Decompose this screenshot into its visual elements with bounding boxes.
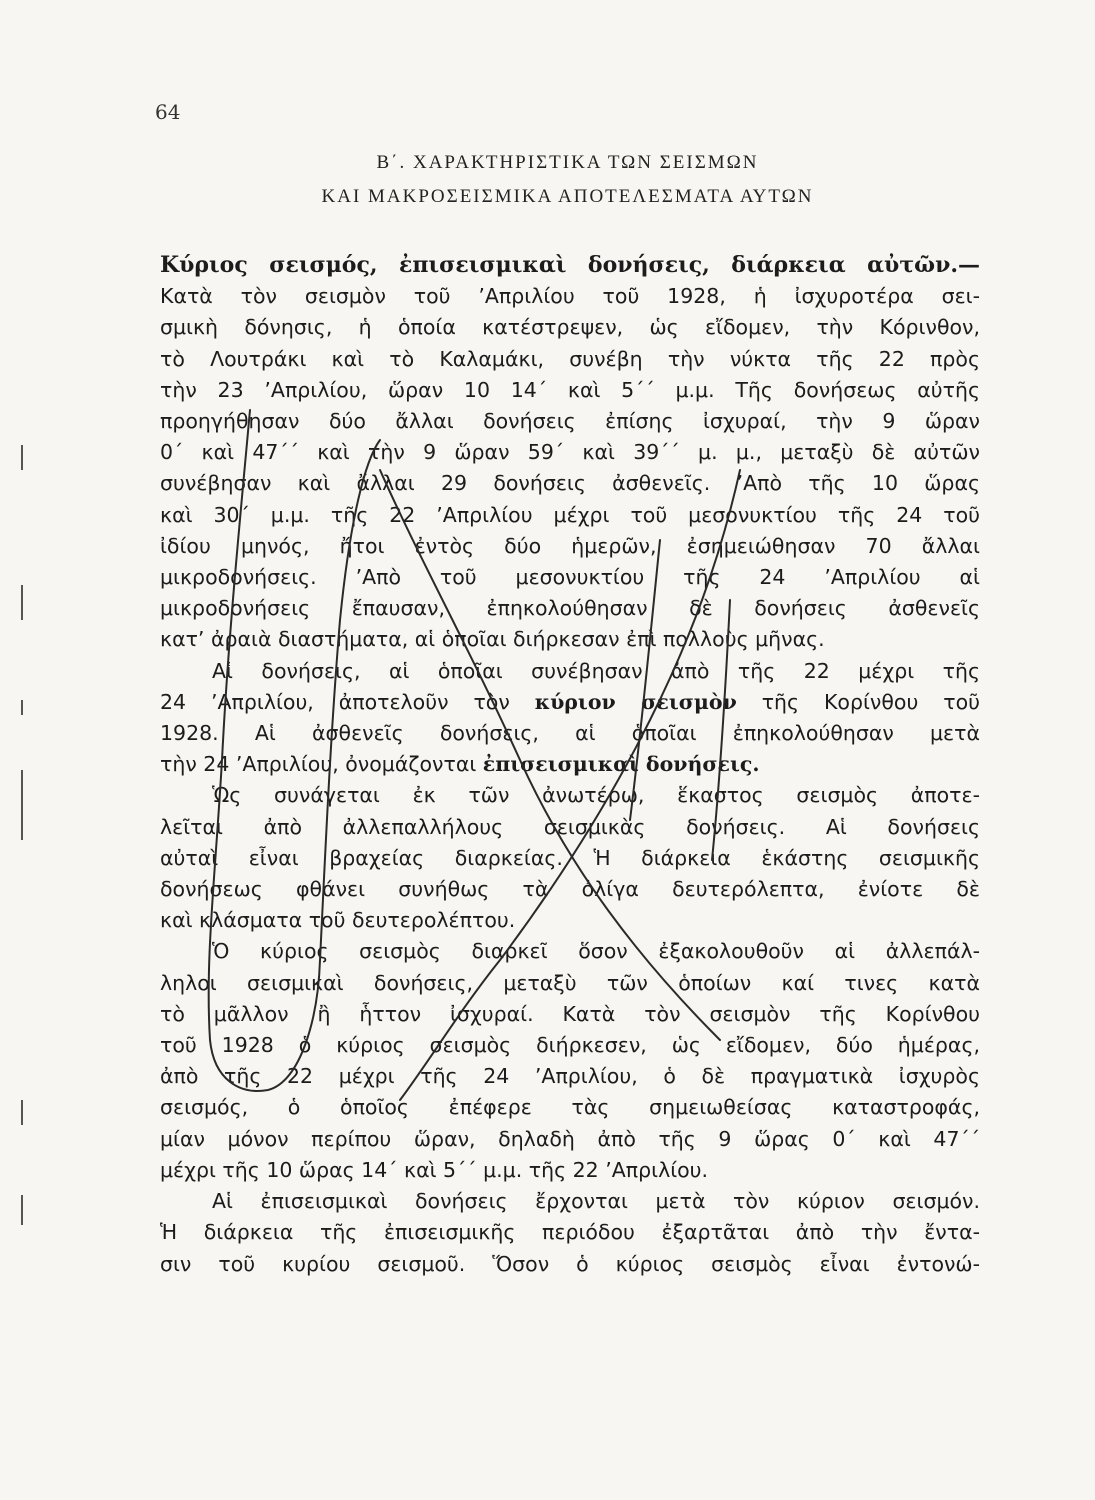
text-line: τοῦ 1928 ὁ κύριος σεισμὸς διήρκεσεν, ὡς εἴδομεν, δύο ἡμέρας, — [160, 1033, 980, 1058]
page-number: 64 — [155, 100, 181, 124]
text-line: Ὡς συνάγεται ἐκ τῶν ἀνωτέρω, ἕκαστος σεισμὸς ἀποτε- — [212, 783, 980, 808]
text-line: ἀπὸ τῆς 22 μέχρι τῆς 24 ’Απριλίου, ὁ δὲ πραγματικὰ ἰσχυρὸς — [160, 1064, 980, 1089]
text-line: προηγήθησαν δύο ἄλλαι δονήσεις ἐπίσης ἰσχυραί, τὴν 9 ὥραν — [160, 409, 980, 434]
text-line: 0΄ καὶ 47΄΄ καὶ τὴν 9 ὥραν 59΄ καὶ 39΄΄ μ. μ., μεταξὺ δὲ αὐτῶν — [160, 440, 980, 465]
text-line: ληλοι σεισμικαὶ δονήσεις, μεταξὺ τῶν ὁποίων καί τινες κατὰ — [160, 970, 980, 995]
text-line: τὸ Λουτράκι καὶ τὸ Καλαμάκι, συνέβη τὴν νύκτα τῆς 22 πρὸς — [160, 346, 980, 371]
text-fragment: τῆς Κορίνθου τοῦ — [736, 689, 980, 714]
chapter-heading-line-1: Β΄. ΧΑΡΑΚΤΗΡΙΣΤΙΚΑ ΤΩΝ ΣΕΙΣΜΩΝ — [376, 152, 759, 173]
text-line — [160, 749, 980, 780]
text-line: λεῖται ἀπὸ ἀλλεπαλλήλους σεισμικὰς δονήσεις. Αἱ δονήσεις — [160, 814, 980, 839]
text-line: σμικὴ δόνησις, ἡ ὁποία κατέστρεψεν, ὡς εἴδομεν, τὴν Κόρινθον, — [160, 315, 980, 340]
text-line: Αἱ ἐπισεισμικαὶ δονήσεις ἔρχονται μετὰ τὸν κύριον σεισμόν. — [212, 1189, 980, 1214]
text-fragment: 24 ’Απριλίου, ἀποτελοῦν τὸν — [160, 689, 535, 714]
text-fragment: τὴν 24 ’Απριλίου, ὀνομάζονται — [160, 752, 483, 777]
text-line: σιν τοῦ κυρίου σεισμοῦ. Ὅσον ὁ κύριος σεισμὸς εἶναι ἐντονώ- — [160, 1251, 980, 1276]
chapter-heading-line-2: ΚΑΙ ΜΑΚΡΟΣΕΙΣΜΙΚΑ ΑΠΟΤΕΛΕΣΜΑΤΑ ΑΥΤΩΝ — [321, 186, 814, 207]
text-line: σεισμός, ὁ ὁποῖος ἐπέφερε τὰς σημειωθείσας καταστροφάς, — [160, 1095, 980, 1120]
text-line: Ἡ διάρκεια τῆς ἐπισεισμικῆς περιόδου ἐξαρτᾶται ἀπὸ τὴν ἔντα- — [160, 1220, 980, 1245]
text-line: κατ’ ἀραιὰ διαστήματα, αἱ ὁποῖαι διήρκεσαν ἐπὶ πολλοὺς μῆνας. — [160, 627, 825, 652]
text-line: μίαν μόνον περίπου ὥραν, δηλαδὴ ἀπὸ τῆς 9 ὥρας 0΄ καὶ 47΄΄ — [160, 1126, 980, 1151]
text-line — [160, 687, 980, 718]
text-line: τὸ μᾶλλον ἢ ἧττον ἰσχυραί. Κατὰ τὸν σεισμὸν τῆς Κορίνθου — [160, 1001, 980, 1026]
section-title: Κύριος σεισμός, ἐπισεισμικαὶ δονήσεις, διάρκεια αὐτῶν.— — [160, 252, 980, 278]
text-line: δονήσεως φθάνει συνήθως τὰ ὀλίγα δευτερόλεπτα, ἐνίοτε δὲ — [160, 877, 980, 902]
text-line: καὶ 30΄ μ.μ. τῆς 22 ’Απριλίου μέχρι τοῦ μεσονυκτίου τῆς 24 τοῦ — [160, 502, 980, 527]
text-line: Αἱ δονήσεις, αἱ ὁποῖαι συνέβησαν ἀπὸ τῆς 22 μέχρι τῆς — [212, 658, 980, 683]
text-line: καὶ κλάσματα τοῦ δευτερολέπτου. — [160, 908, 516, 933]
text-line: τὴν 23 ’Απριλίου, ὥραν 10 14΄ καὶ 5΄΄ μ.μ. Τῆς δονήσεως αὐτῆς — [160, 377, 980, 402]
text-line: ἰδίου μηνός, ἤτοι ἐντὸς δύο ἡμερῶν, ἐσημειώθησαν 70 ἄλλαι — [160, 533, 980, 558]
text-line: 1928. Αἱ ἀσθενεῖς δονήσεις, αἱ ὁποῖαι ἐπηκολούθησαν μετὰ — [160, 721, 980, 746]
text-line: συνέβησαν καὶ ἄλλαι 29 δονήσεις ἀσθενεῖς. ’Απὸ τῆς 10 ὥρας — [160, 471, 980, 496]
text-line: μέχρι τῆς 10 ὥρας 14΄ καὶ 5΄΄ μ.μ. τῆς 22 ’Απριλίου. — [160, 1157, 709, 1182]
text-line: μικροδονήσεις ἔπαυσαν, ἐπηκολούθησαν δὲ δονήσεις ἀσθενεῖς — [160, 596, 980, 621]
bold-term: ἐπισεισμικαὶ δονήσεις. — [482, 752, 760, 777]
text-line: Ὁ κύριος σεισμὸς διαρκεῖ ὅσον ἐξακολουθοῦν αἱ ἀλλεπάλ- — [212, 939, 980, 964]
bold-term: κύριον σεισμὸν — [534, 689, 737, 714]
body-text — [160, 250, 980, 1280]
text-line: Κατὰ τὸν σεισμὸν τοῦ ’Απριλίου τοῦ 1928, ἡ ἰσχυροτέρα σει- — [160, 284, 980, 309]
text-line: αὐταὶ εἶναι βραχείας διαρκείας. Ἡ διάρκεια ἑκάστης σεισμικῆς — [160, 845, 980, 870]
text-line: μικροδονήσεις. ’Απὸ τοῦ μεσονυκτίου τῆς 24 ’Απριλίου αἱ — [160, 565, 980, 590]
